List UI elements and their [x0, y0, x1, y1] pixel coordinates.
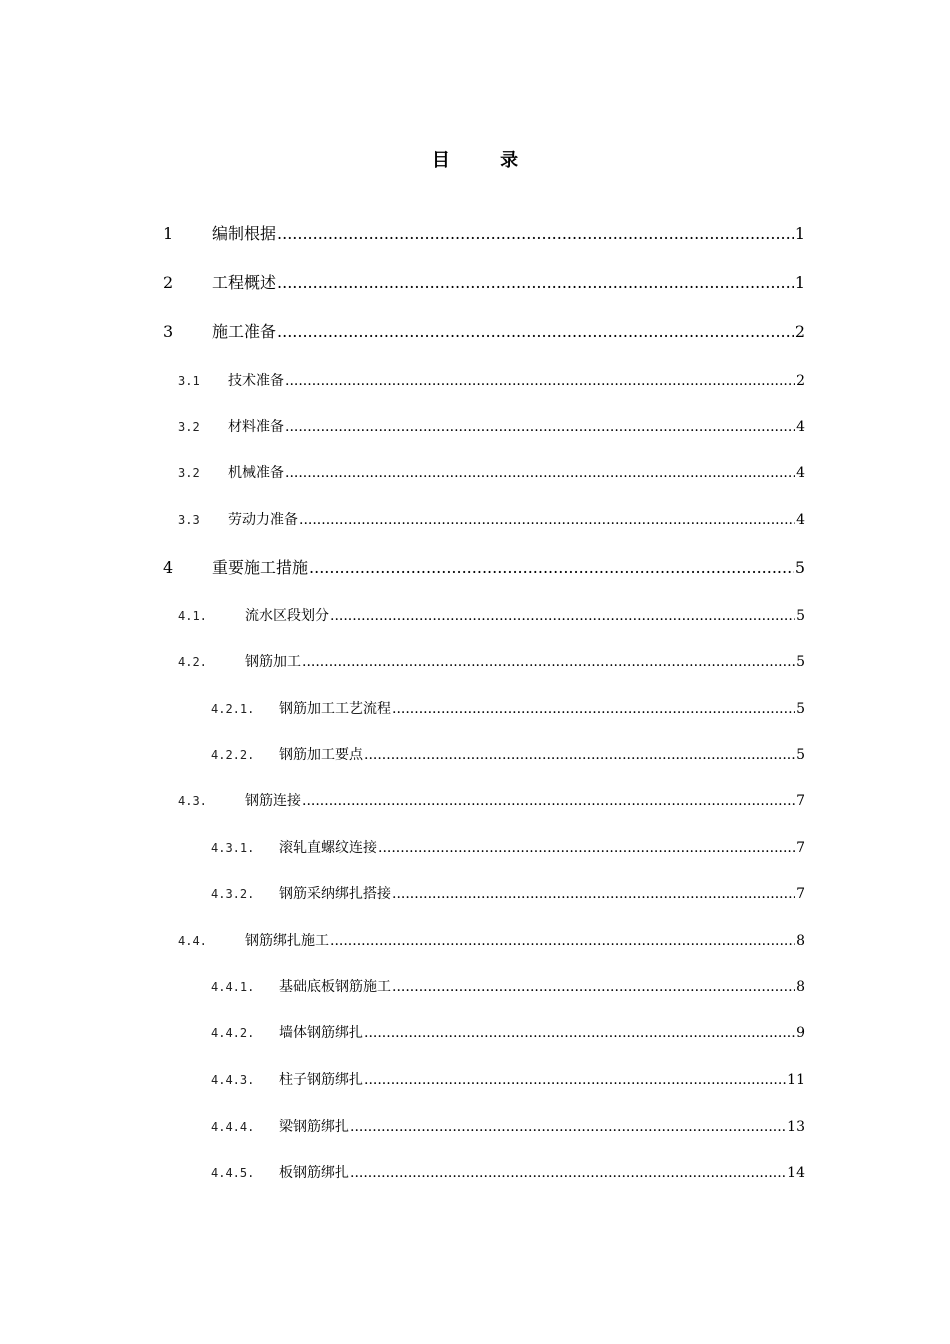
toc-entry-page: 5	[794, 558, 805, 577]
toc-dot-leader	[299, 510, 795, 530]
toc-entry[interactable]	[211, 745, 805, 765]
toc-entry-title: 钢筋加工工艺流程	[279, 701, 391, 717]
toc-entry-number: 4.3.	[178, 794, 207, 808]
toc-dot-leader	[302, 791, 795, 811]
toc-entry-number: 4.3.2.	[211, 887, 255, 901]
toc-entry[interactable]	[178, 606, 805, 626]
toc-dot-leader	[285, 463, 795, 483]
toc-entry-page: 7	[796, 886, 805, 902]
toc-entry[interactable]	[163, 557, 805, 579]
toc-title: 目 录	[431, 150, 541, 171]
toc-dot-leader	[364, 1023, 795, 1043]
toc-entry[interactable]	[211, 1070, 805, 1090]
toc-entry[interactable]	[178, 371, 805, 391]
toc-dot-leader	[330, 931, 795, 951]
toc-entry-number: 4.4.3.	[211, 1073, 255, 1087]
toc-entry[interactable]	[178, 791, 805, 811]
toc-entry-title: 劳动力准备	[228, 512, 298, 528]
toc-entry-title: 重要施工措施	[212, 558, 309, 577]
toc-dot-leader	[285, 371, 795, 391]
toc-entry-page: 4	[796, 419, 805, 435]
toc-dot-leader	[364, 1070, 786, 1090]
toc-entry-number: 1	[163, 224, 174, 243]
toc-entry-page: 9	[796, 1025, 805, 1041]
toc-entry[interactable]	[178, 652, 805, 672]
toc-entry-title: 技术准备	[228, 373, 284, 389]
toc-entry-page: 2	[796, 373, 805, 389]
toc-entry-number: 3	[163, 322, 174, 341]
toc-entry-title: 钢筋绑扎施工	[245, 933, 329, 949]
toc-entry-title: 板钢筋绑扎	[279, 1165, 349, 1181]
toc-entry-page: 2	[794, 322, 805, 341]
toc-entry-page: 1	[794, 224, 805, 243]
toc-entry-title: 滚轧直螺纹连接	[279, 840, 377, 856]
toc-entry[interactable]	[211, 1117, 805, 1137]
toc-entry-page: 7	[796, 840, 805, 856]
toc-entry-title: 梁钢筋绑扎	[279, 1119, 349, 1135]
toc-entry-page: 8	[796, 933, 805, 949]
toc-entry-number: 4.4.2.	[211, 1026, 255, 1040]
toc-entry[interactable]	[211, 884, 805, 904]
toc-entry-number: 4.4.4.	[211, 1120, 255, 1134]
toc-entry-page: 5	[796, 747, 805, 763]
toc-entry-number: 3.2	[178, 466, 200, 480]
toc-entry[interactable]	[178, 463, 805, 483]
toc-entry-title: 钢筋加工要点	[279, 747, 363, 763]
toc-entry-page: 4	[796, 512, 805, 528]
toc-entry-page: 14	[787, 1165, 805, 1181]
toc-entry-number: 3.1	[178, 374, 200, 388]
toc-entry-number: 4.4.1.	[211, 980, 255, 994]
toc-entry[interactable]	[211, 699, 805, 719]
toc-entry-page: 5	[796, 654, 805, 670]
toc-entry[interactable]	[178, 931, 805, 951]
toc-dot-leader	[392, 699, 795, 719]
toc-dot-leader	[277, 321, 794, 343]
toc-entry-page: 4	[796, 465, 805, 481]
toc-entry-title: 工程概述	[212, 273, 277, 292]
toc-entry-number: 4.2.	[178, 655, 207, 669]
toc-entry-number: 3.2	[178, 420, 200, 434]
toc-entry-number: 4.2.2.	[211, 748, 255, 762]
toc-entry-page: 1	[794, 273, 805, 292]
toc-entry-page: 8	[796, 979, 805, 995]
toc-dot-leader	[302, 652, 795, 672]
toc-entry-number: 2	[163, 273, 174, 292]
toc-entry-number: 4.1.	[178, 609, 207, 623]
toc-entry-number: 4	[163, 558, 174, 577]
toc-entry-title: 墙体钢筋绑扎	[279, 1025, 363, 1041]
toc-dot-leader	[330, 606, 795, 626]
toc-entry-number: 3.3	[178, 513, 200, 527]
toc-entry-page: 13	[787, 1119, 805, 1135]
toc-entry-number: 4.4.5.	[211, 1166, 255, 1180]
toc-entry-page: 5	[796, 608, 805, 624]
toc-dot-leader	[392, 977, 795, 997]
toc-entry-page: 5	[796, 701, 805, 717]
toc-entry-page: 7	[796, 793, 805, 809]
toc-entry-number: 4.4.	[178, 934, 207, 948]
toc-entry[interactable]	[211, 977, 805, 997]
toc-dot-leader	[277, 272, 794, 294]
toc-entry-page: 11	[787, 1072, 805, 1088]
toc-dot-leader	[392, 884, 795, 904]
toc-entry[interactable]	[178, 510, 805, 530]
toc-entry-number: 4.3.1.	[211, 841, 255, 855]
toc-entry[interactable]	[163, 272, 805, 294]
toc-entry[interactable]	[211, 838, 805, 858]
toc-entry-number: 4.2.1.	[211, 702, 255, 716]
toc-entry-title: 流水区段划分	[245, 608, 329, 624]
toc-dot-leader	[277, 223, 794, 245]
toc-entry-title: 基础底板钢筋施工	[279, 979, 391, 995]
toc-entry[interactable]	[178, 417, 805, 437]
toc-entry-title: 柱子钢筋绑扎	[279, 1072, 363, 1088]
toc-entry-title: 机械准备	[228, 465, 284, 481]
toc-entry[interactable]	[163, 321, 805, 343]
toc-entry-title: 编制根据	[212, 224, 277, 243]
toc-entry[interactable]	[211, 1163, 805, 1183]
toc-dot-leader	[350, 1117, 786, 1137]
toc-dot-leader	[309, 557, 794, 579]
toc-dot-leader	[378, 838, 795, 858]
toc-entry-title: 施工准备	[212, 322, 277, 341]
toc-entry[interactable]	[211, 1023, 805, 1043]
toc-dot-leader	[350, 1163, 786, 1183]
toc-entry-title: 材料准备	[228, 419, 284, 435]
toc-entry-title: 钢筋采纳绑扎搭接	[279, 886, 391, 902]
toc-entry-title: 钢筋加工	[245, 654, 301, 670]
toc-dot-leader	[364, 745, 795, 765]
toc-dot-leader	[285, 417, 795, 437]
toc-entry[interactable]	[163, 223, 805, 245]
toc-entry-title: 钢筋连接	[245, 793, 301, 809]
